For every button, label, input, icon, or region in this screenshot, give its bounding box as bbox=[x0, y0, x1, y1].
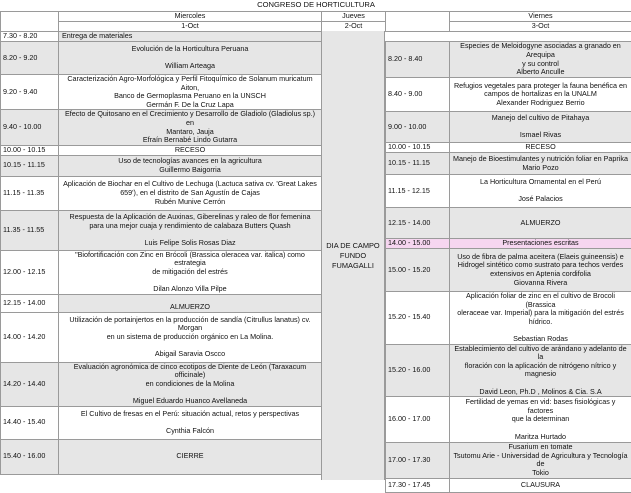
fri-lunch: ALMUERZO bbox=[450, 208, 631, 239]
day-date-fri: 3-Oct bbox=[450, 21, 631, 31]
fri-time: 8.40 - 9.00 bbox=[386, 78, 450, 112]
fri-session: La Horticultura Ornamental en el Perú José Palacios bbox=[450, 175, 631, 208]
fri-time: 11.15 - 12.15 bbox=[386, 175, 450, 208]
wed-time: 11.35 - 11.55 bbox=[1, 210, 59, 250]
fri-time: 14.00 - 15.00 bbox=[386, 239, 450, 249]
friday-schedule bbox=[385, 41, 631, 493]
day-name-thu: Jueves bbox=[322, 11, 386, 21]
schedule-table bbox=[0, 0, 631, 32]
wed-closing: CIERRE bbox=[59, 439, 322, 474]
wed-time: 14.40 - 15.40 bbox=[1, 406, 59, 439]
wed-time: 9.20 - 9.40 bbox=[1, 75, 59, 110]
thursday-field-day bbox=[321, 31, 385, 480]
wed-lunch: ALMUERZO bbox=[59, 294, 322, 312]
fri-session: Fusarium en tomate Tsutomu Arie - Universidad de Agricultura y Tecnología de Tokio bbox=[450, 443, 631, 478]
wed-break: RECESO bbox=[59, 145, 322, 155]
wed-session: Utilización de portainjertos en la producción de sandía (Citrullus lanatus) cv. Morgan en un sistema de producción orgánico en La Molina. Abigail Saravia Oscco bbox=[59, 312, 322, 362]
wed-time: 11.15 - 11.35 bbox=[1, 176, 59, 210]
fri-session: Manejo de Bioestimulantes y nutrición foliar en Paprika Mario Pozo bbox=[450, 153, 631, 175]
field-day-line: DIA DE CAMPO bbox=[326, 241, 379, 251]
fri-time: 12.15 - 14.00 bbox=[386, 208, 450, 239]
fri-session: Establecimiento del cultivo de arándano y adelanto de la floración con la aplicación de nitrógeno nítrico y magnesio David Leon, Ph.D , Molinos & Cia. S.A bbox=[450, 344, 631, 397]
wed-time: 9.40 - 10.00 bbox=[1, 110, 59, 145]
page-title: CONGRESO DE HORTICULTURA bbox=[1, 0, 631, 11]
fri-time: 17.30 - 17.45 bbox=[386, 478, 450, 492]
field-day-line: FUMAGALLI bbox=[332, 261, 374, 271]
wed-time: 14.20 - 14.40 bbox=[1, 362, 59, 406]
fri-session: Fertilidad de yemas en vid: bases fisiológicas y factores que la determinan Maritza Hurtado bbox=[450, 397, 631, 443]
wed-session: Evaluación agronómica de cinco ecotipos de Diente de León (Taraxacum officinale) en condiciones de la Molina Miguel Eduardo Huanco Avellaneda bbox=[59, 362, 322, 406]
wed-time: 12.00 - 12.15 bbox=[1, 250, 59, 294]
wed-session: Uso de tecnologías avances en la agricultura Guillermo Baigorria bbox=[59, 155, 322, 176]
fri-break: RECESO bbox=[450, 143, 631, 153]
day-date-wed: 1-Oct bbox=[59, 21, 322, 31]
day-date-thu: 2-Oct bbox=[322, 21, 386, 31]
fri-session: Especies de Meloidogyne asociadas a granado en Arequipa y su control Alberto Anculle bbox=[450, 42, 631, 78]
wednesday-schedule bbox=[0, 31, 322, 475]
fri-written-presentations: Presentaciones escritas bbox=[450, 239, 631, 249]
fri-session: Uso de fibra de palma aceitera (Elaeis guineensis) e Hidrogel sintético como sustrato para techos verdes extensivos en Aptenia cordifolia Giovanna Rivera bbox=[450, 249, 631, 292]
fri-time: 15.20 - 16.00 bbox=[386, 344, 450, 397]
wed-session: Respuesta de la Aplicación de Auxinas, Giberelinas y raleo de flor femenina para una mejor cuaja y rendimiento de calabaza Butters Quash Luis Felipe Solis Rosas Diaz bbox=[59, 210, 322, 250]
fri-time: 15.00 - 15.20 bbox=[386, 249, 450, 292]
fri-session: Aplicación foliar de zinc en el cultivo de Brocoli (Brassica oleraceae var. Imperial) para la mitigación del estrés hídrico. Sebastian Rodas bbox=[450, 292, 631, 345]
wed-time: 10.15 - 11.15 bbox=[1, 155, 59, 176]
wed-session: Efecto de Quitosano en el Crecimiento y Desarrollo de Gladiolo (Gladiolus sp.) en Mantaro, Jauja Efraín Bernabé Lindo Gutarra bbox=[59, 110, 322, 145]
fri-time: 10.00 - 10.15 bbox=[386, 143, 450, 153]
wed-time: 12.15 - 14.00 bbox=[1, 294, 59, 312]
fri-time: 17.00 - 17.30 bbox=[386, 443, 450, 478]
wed-time: 10.00 - 10.15 bbox=[1, 145, 59, 155]
wed-time: 14.00 - 14.20 bbox=[1, 312, 59, 362]
fri-session: Refugios vegetales para proteger la fauna benéfica en campos de hortalizas en la UNALM Alexander Rodriguez Berrio bbox=[450, 78, 631, 112]
wed-time: 15.40 - 16.00 bbox=[1, 439, 59, 474]
fri-time: 8.20 - 8.40 bbox=[386, 42, 450, 78]
fri-time: 16.00 - 17.00 bbox=[386, 397, 450, 443]
wed-time: 8.20 - 9.20 bbox=[1, 42, 59, 75]
wed-session: El Cultivo de fresas en el Perú: situación actual, retos y perspectivas Cynthia Falcón bbox=[59, 406, 322, 439]
wed-session: Evolución de la Horticultura Peruana William Arteaga bbox=[59, 42, 322, 75]
wed-time: 7.30 - 8.20 bbox=[1, 32, 59, 42]
field-day-line: FUNDO bbox=[340, 251, 366, 261]
fri-session: Manejo del cultivo de Pitahaya Ismael Rivas bbox=[450, 112, 631, 143]
wed-session: "Biofortificación con Zinc en Brócoli (Brassica oleracea var. italica) como estrategia de mitigación del estrés Dilan Alonzo Villa Pilpe bbox=[59, 250, 322, 294]
time-header-wed bbox=[1, 11, 59, 31]
wed-session: Entrega de materiales bbox=[59, 32, 322, 42]
day-name-fri: Viernes bbox=[450, 11, 631, 21]
wed-session: Aplicación de Biochar en el Cultivo de Lechuga (Lactuca sativa cv. 'Great Lakes 659'), en el distrito de San Agustín de Cajas Rubén Munive Cerrón bbox=[59, 176, 322, 210]
day-name-wed: Miercoles bbox=[59, 11, 322, 21]
time-header-fri bbox=[386, 11, 450, 31]
fri-closing: CLAUSURA bbox=[450, 478, 631, 492]
fri-time: 15.20 - 15.40 bbox=[386, 292, 450, 345]
fri-time: 9.00 - 10.00 bbox=[386, 112, 450, 143]
wed-session: Caracterización Agro-Morfológica y Perfil Fitoquímico de Solanum muricatum Aiton, Banco de Germoplasma Peruano en la UNSCH Germán F. De la Cruz Lapa bbox=[59, 75, 322, 110]
fri-time: 10.15 - 11.15 bbox=[386, 153, 450, 175]
